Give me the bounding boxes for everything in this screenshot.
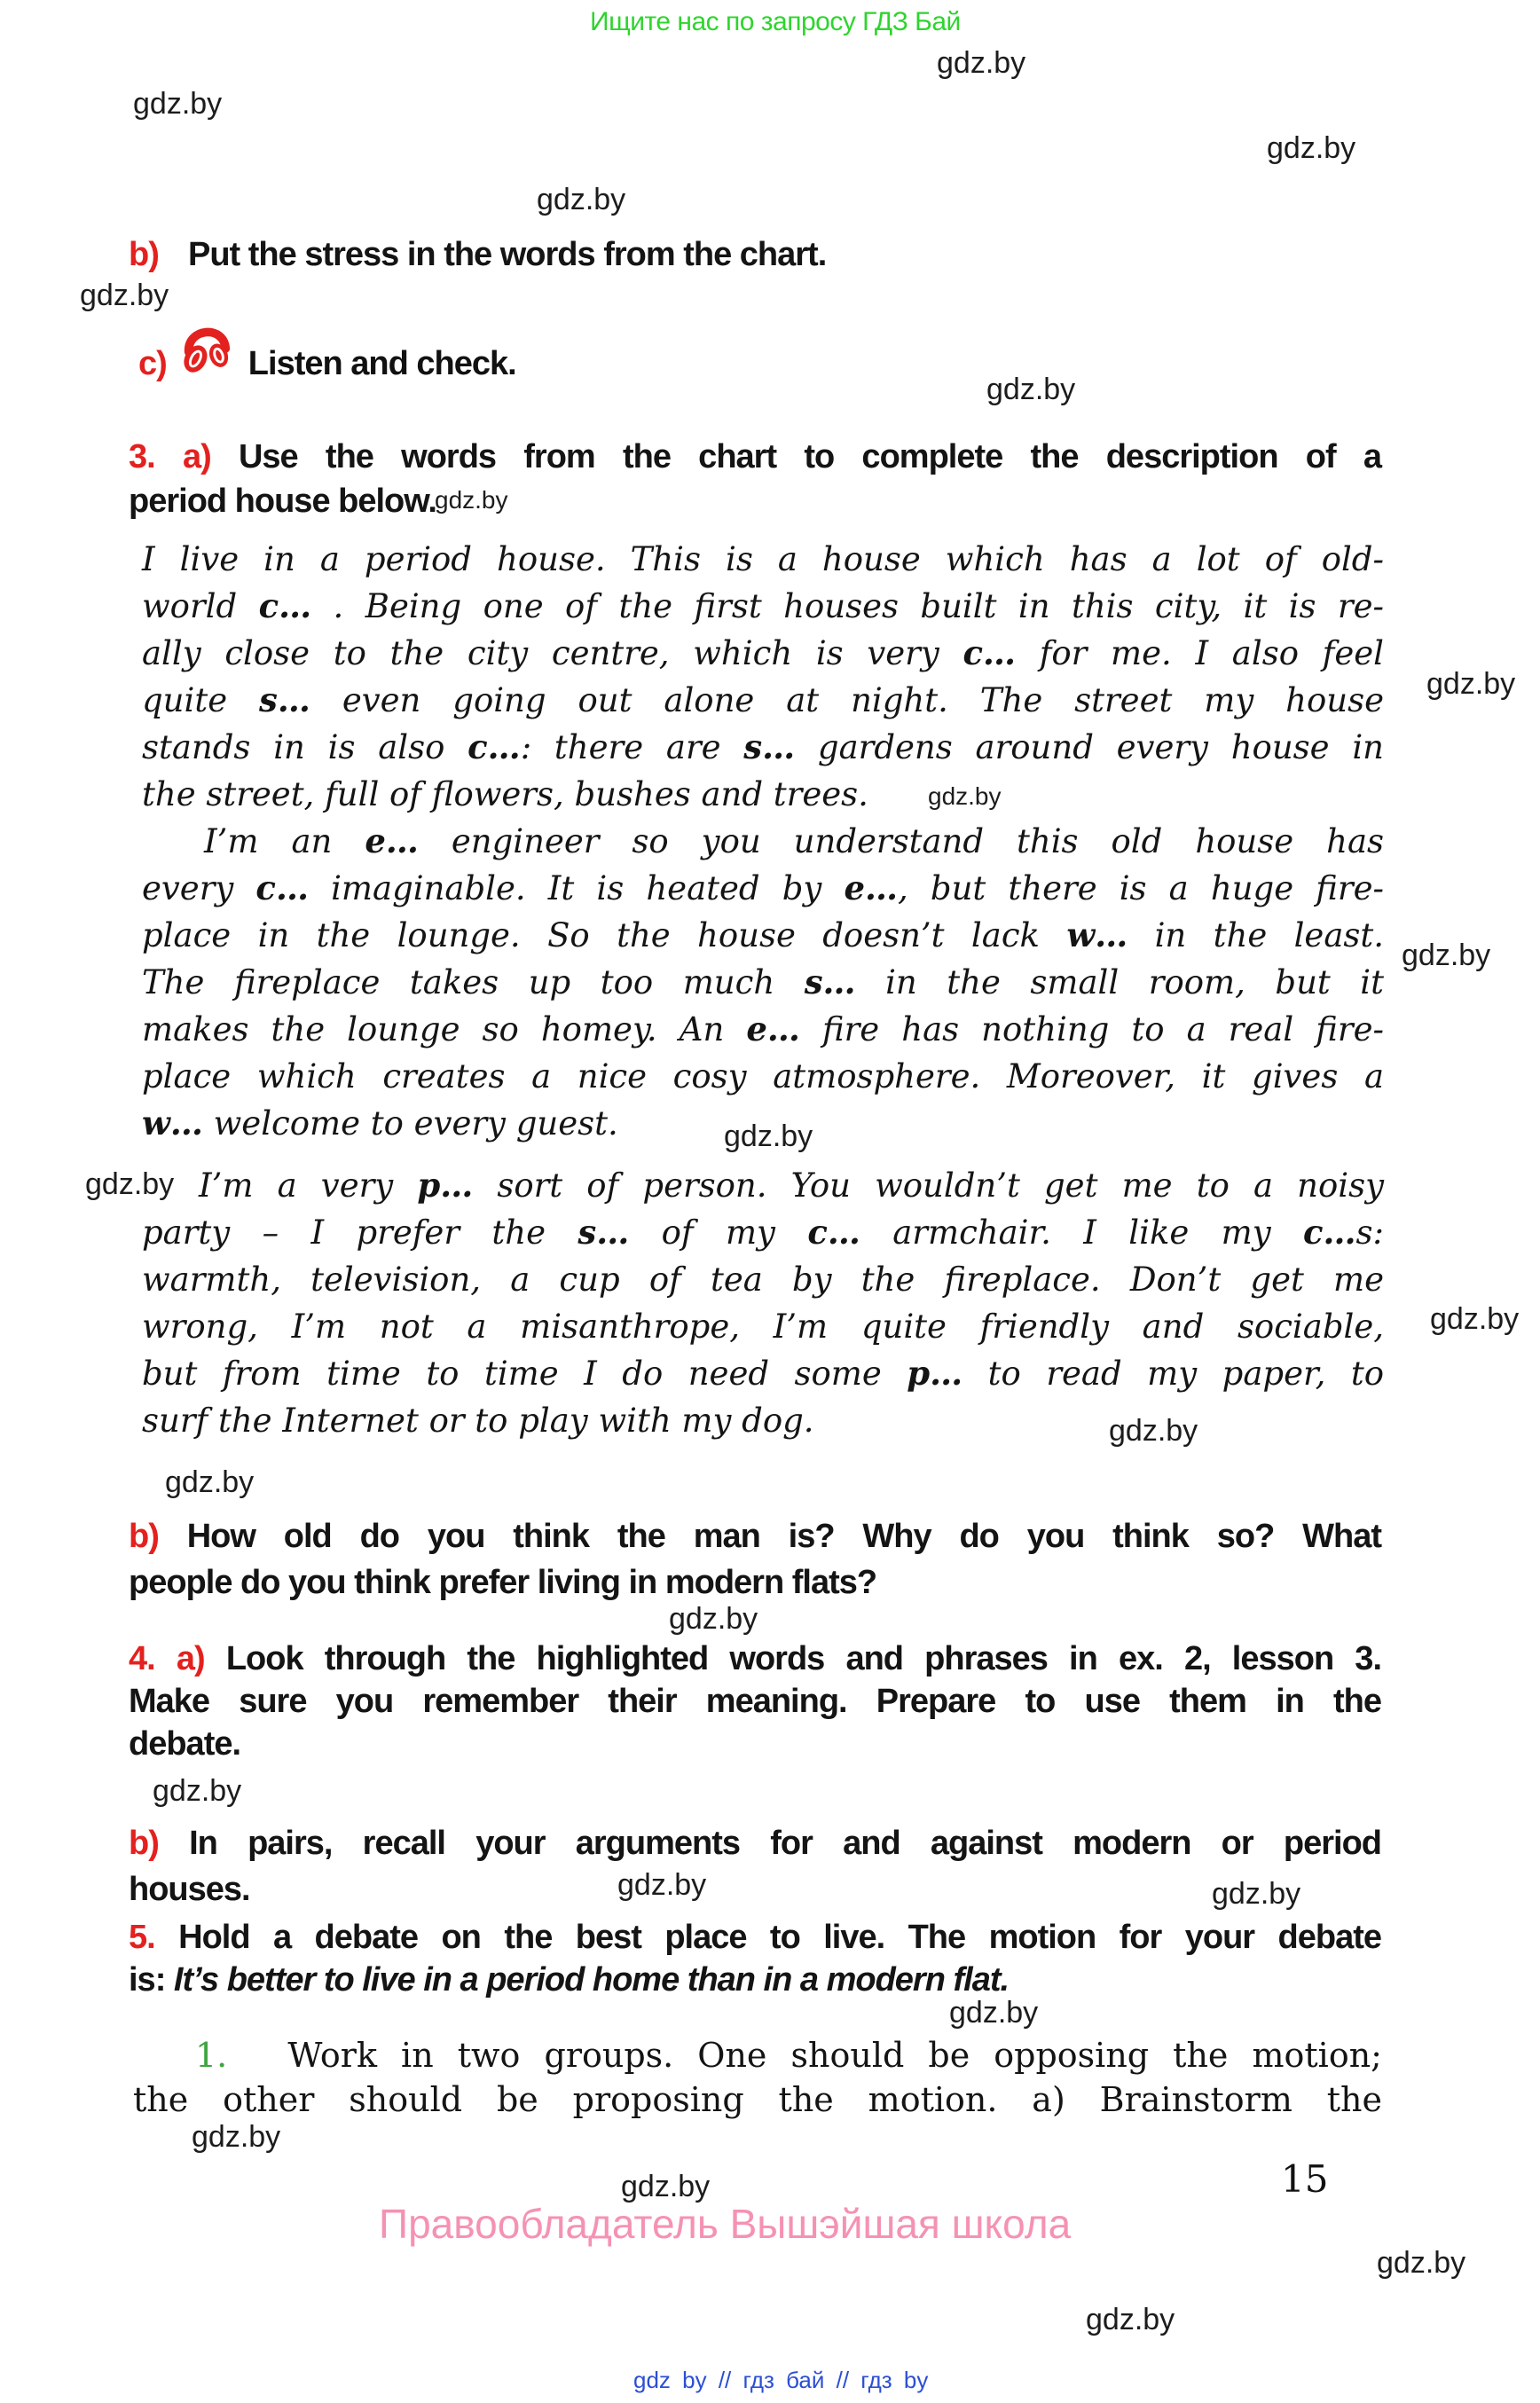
task-number: 1. (195, 2036, 228, 2075)
text-line: quite s… even going out alone at night. The street my house (142, 680, 1385, 719)
exercise-b-howold (129, 1513, 1381, 1606)
text-line: w… welcome to every guest. (142, 1103, 618, 1143)
headphones-icon (181, 316, 232, 387)
watermark: gdz.by (986, 373, 1076, 406)
watermark: gdz.by (192, 2120, 281, 2154)
text-line: world c… . Being one of the first houses built in this city, it is re- (142, 586, 1384, 625)
text-line: houses. (129, 1871, 250, 1908)
exercise-b-stress (129, 236, 1381, 274)
task-1 (133, 2033, 1382, 2122)
watermark: gdz.by (928, 782, 1002, 810)
text-line (129, 1820, 1381, 1866)
text-line: ally close to the city centre, which is very c… for me. I also feel (142, 633, 1384, 672)
exercise-text: Use the words from the chart to complete the description of a (238, 438, 1381, 475)
text-line: The fireplace takes up too much s… in the small room, but it (142, 962, 1384, 1001)
watermark: gdz.by (153, 1774, 242, 1808)
text-line (129, 435, 1381, 479)
text-line: I’m an e… engineer so you understand this old house has (204, 821, 1384, 860)
exercise-label: a) (182, 438, 211, 475)
exercise-label: a) (176, 1640, 205, 1677)
text-line: place in the lounge. So the house doesn’t lack w… in the least. (142, 915, 1384, 954)
watermark: gdz.by (937, 46, 1026, 80)
text-line: place which creates a nice cosy atmosphere. Moreover, it gives a (142, 1057, 1384, 1095)
task-text: Work in two groups. One should be opposing the motion; (287, 2036, 1382, 2075)
watermark: gdz.by (537, 183, 626, 216)
text-line: people do you think prefer living in modern flats? (129, 1564, 877, 1601)
exercise-label: b) (129, 1825, 159, 1862)
exercise-label: b) (129, 236, 159, 273)
exercise-text: Listen and check. (248, 345, 516, 382)
debate-motion: It’s better to live in a period home than in a modern flat. (173, 1961, 1010, 1999)
exercise-text: In pairs, recall your arguments for and against modern or period (189, 1825, 1381, 1862)
text-line: I’m a very p… sort of person. You wouldn’t get me to a noisy (199, 1166, 1385, 1205)
text-line: Make sure you remember their meaning. Prepare to use them in the (129, 1683, 1381, 1720)
watermark: gdz.by (617, 1868, 707, 1902)
text-line: party – I prefer the s… of my c… armchair. I like my c…s: (142, 1213, 1385, 1252)
exercise-b-pairs (129, 1820, 1381, 1912)
watermark: gdz.by (1212, 1877, 1301, 1911)
exercise-5 (129, 1916, 1381, 2001)
watermark: gdz.by (1430, 1302, 1520, 1336)
exercise-4a (129, 1637, 1381, 1765)
exercise-number: 3. (129, 438, 155, 475)
text-line: the other should be proposing the motion. a) Brainstorm the (133, 2080, 1382, 2119)
exercise-c-listen (138, 316, 516, 383)
text-line (129, 1513, 1381, 1559)
exercise-text: How old do you think the man is? Why do you think so? What (186, 1518, 1381, 1555)
exercise-text: Put the stress in the words from the chart. (188, 236, 827, 273)
exercise-label: c) (138, 345, 167, 382)
watermark: gdz.by (1426, 667, 1516, 701)
exercise-text: is: (129, 1961, 166, 1999)
copyright-notice: Правообладатель Вышэйшая школа (379, 2201, 1072, 2247)
watermark: gdz.by (80, 279, 169, 312)
search-banner: Ищите нас по запросу ГДЗ Бай (590, 7, 961, 36)
text-line (129, 1916, 1381, 1959)
exercise-text: Look through the highlighted words and phrases in ex. 2, lesson 3. (225, 1640, 1381, 1677)
footer-links[interactable]: gdz by // гдз бай // гдз by (633, 2367, 929, 2393)
watermark: gdz.by (133, 87, 223, 121)
text-line: surf the Internet or to play with my dog. (142, 1402, 814, 1440)
watermark: gdz.by (949, 1996, 1039, 2030)
exercise-number: 5. (129, 1919, 155, 1956)
exercise-label: b) (129, 1518, 159, 1555)
exercise-number: 4. (129, 1640, 155, 1677)
text-line: I live in a period house. This is a house which has a lot of old- (142, 540, 1384, 578)
description-paragraph-3 (142, 1162, 1384, 1444)
exercise-text: Hold a debate on the best place to live. The motion for your debate (178, 1919, 1381, 1956)
text-line (129, 1637, 1381, 1680)
text-line: debate. (129, 1725, 241, 1763)
text-line (133, 2033, 1382, 2077)
text-line (129, 236, 1381, 274)
text-line: wrong, I’m not a misanthrope, I’m quite friendly and sociable, (142, 1308, 1384, 1346)
text-line: stands in is also c…: there are s… gardens around every house in (142, 727, 1384, 766)
watermark: gdz.by (1086, 2303, 1175, 2336)
text-line: makes the lounge so homey. An e… fire has nothing to a real fire- (142, 1009, 1384, 1048)
watermark: gdz.by (669, 1602, 758, 1636)
watermark: gdz.by (1109, 1414, 1198, 1448)
watermark: gdz.by (85, 1167, 175, 1201)
watermark: gdz.by (1267, 131, 1356, 165)
watermark: gdz.by (1402, 938, 1491, 972)
watermark: gdz.by (621, 2170, 711, 2203)
text-line: warmth, television, a cup of tea by the fireplace. Don’t get me (142, 1260, 1384, 1299)
watermark: gdz.by (724, 1119, 813, 1153)
page-number: 15 (1281, 2157, 1329, 2201)
watermark: gdz.by (435, 486, 508, 514)
exercise-3a (129, 435, 1381, 523)
text-line: period house below. (129, 483, 436, 520)
watermark: gdz.by (165, 1465, 255, 1499)
text-line (129, 1959, 1381, 2001)
text-line: the street, full of flowers, bushes and trees. (142, 775, 868, 813)
watermark: gdz.by (1377, 2246, 1466, 2280)
description-paragraph-2 (142, 818, 1384, 1147)
text-line: but from time to time I do need some p… to read my paper, to (142, 1354, 1384, 1393)
text-line: every c… imaginable. It is heated by e…, but there is a huge fire- (142, 868, 1385, 907)
description-paragraph-1 (142, 536, 1384, 818)
